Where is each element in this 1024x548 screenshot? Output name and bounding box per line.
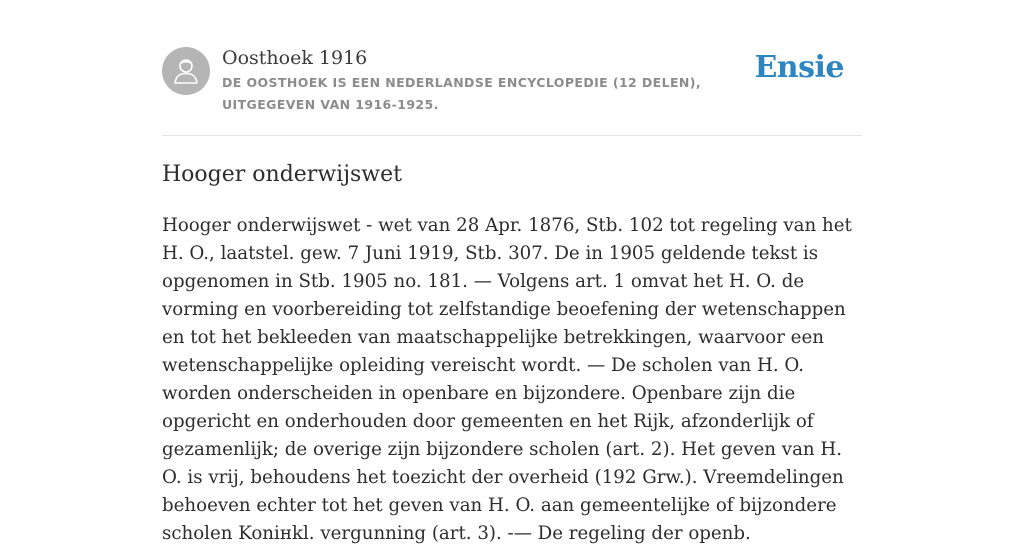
author-name[interactable]: Oosthoek 1916 <box>222 47 368 69</box>
article-title: Hooger onderwijswet <box>162 162 402 187</box>
user-icon <box>171 56 201 86</box>
author-header <box>162 0 862 136</box>
page-container <box>162 0 862 544</box>
brand-logo[interactable]: Ensie <box>754 50 844 85</box>
author-info <box>222 46 762 116</box>
avatar[interactable] <box>162 47 210 95</box>
article-body: Hooger onderwijswet - wet van 28 Apr. 1876, Stb. 102 tot regeling van het H. O., laatstel. gew. 7 Juni 1919, Stb. 307. De in 1905 geldende tekst is opgenomen in Stb. 1905 no. 181. — Volgens art. 1 omvat het H. O. de vorming en voorbereiding tot zelfstandige beoefening der wetenschappen en tot het bekleeden van maatschappelijke betrekkingen, waarvoor een wetenschappelijke opleiding vereischt wordt. — De scholen van H. O. worden onderscheiden in openbare en bijzondere. Openbare zijn die opgericht en onderhouden door gemeenten en het Rijk, afzonderlijk of gezamenlijk; de overige zijn bijzondere scholen (art. 2). Het geven van H. O. is vrij, behoudens het toezicht der overheid (192 Grw.). Vreemdelingen behoeven echter tot het geven van H. O. aan gemeentelijke of bijzondere scholen Konінkl. vergunning (art. 3). -— De regeling der openb. <box>162 215 852 544</box>
author-description: DE OOSTHOEK IS EEN NEDERLANDSE ENCYCLOPEDIE (12 DELEN), UITGEGEVEN VAN 1916-1925. <box>222 75 702 112</box>
